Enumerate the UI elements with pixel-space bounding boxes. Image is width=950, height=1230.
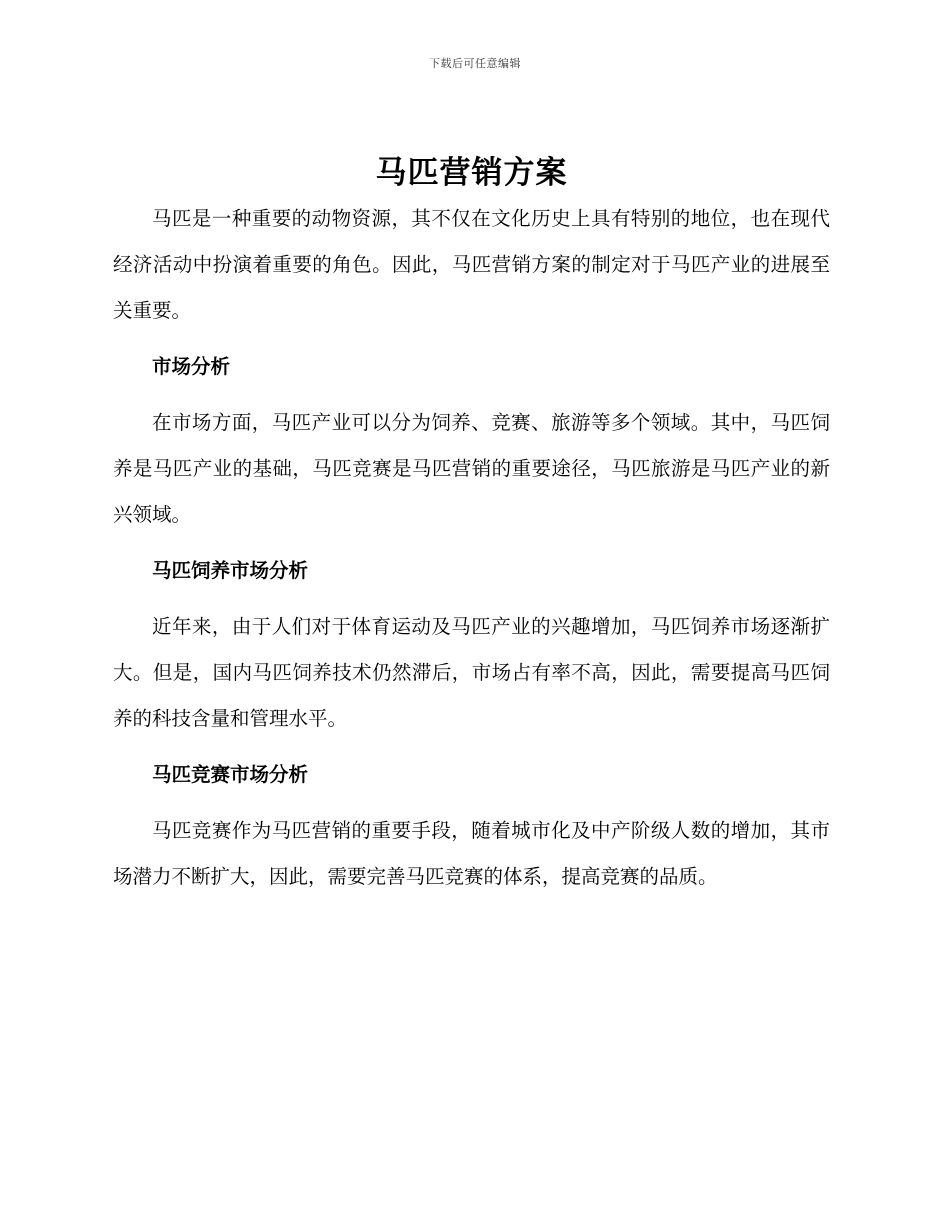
section-body-market-analysis: 在市场方面，马匹产业可以分为饲养、竞赛、旅游等多个领域。其中，马匹饲养是马匹产业的基础，马匹竞赛是马匹营销的重要途径，马匹旅游是马匹产业的新兴领域。 <box>113 411 830 526</box>
document-body <box>113 150 830 900</box>
section-heading-racing-market: 马匹竞赛市场分析 <box>152 763 309 786</box>
header-note: 下载后可任意编辑 <box>429 57 521 70</box>
section-heading-market-analysis: 市场分析 <box>152 355 231 378</box>
section-body-breeding-market: 近年来，由于人们对于体育运动及马匹产业的兴趣增加，马匹饲养市场逐渐扩大。但是，国内马匹饲养技术仍然滞后，市场占有率不高，因此，需要提高马匹饲养的科技含量和管理水平。 <box>113 615 830 730</box>
intro-paragraph: 马匹是一种重要的动物资源，其不仅在文化历史上具有特别的地位，也在现代经济活动中扮演着重要的角色。因此，马匹营销方案的制定对于马匹产业的进展至关重要。 <box>113 207 830 322</box>
document-title: 马匹营销方案 <box>375 155 568 191</box>
section-body-racing-market: 马匹竞赛作为马匹营销的重要手段，随着城市化及中产阶级人数的增加，其市场潜力不断扩大，因此，需要完善马匹竞赛的体系，提高竞赛的品质。 <box>113 819 830 888</box>
section-heading-breeding-market: 马匹饲养市场分析 <box>152 559 309 582</box>
